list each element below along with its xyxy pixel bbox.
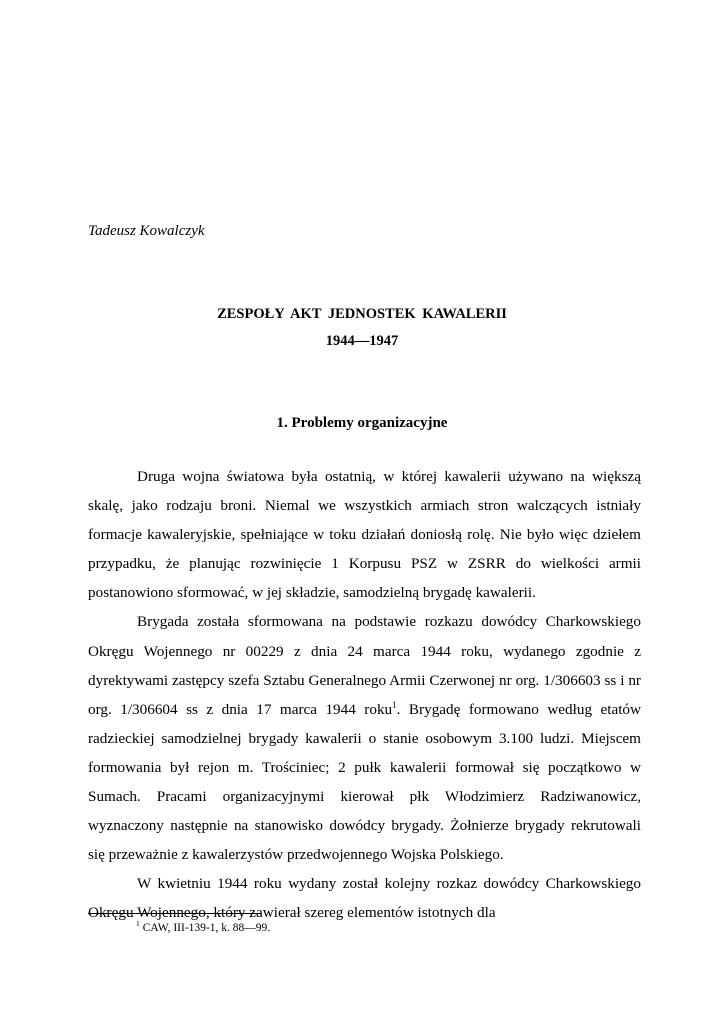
section-heading: 1. Problemy organizacyjne [276,415,448,431]
article-title-years: 1944—1947 [325,333,399,349]
paragraph-1: Druga wojna światowa była ostatnią, w której kawalerii używano na większą skalę, jako rodzaju broni. Niemal we wszystkich armiach stron walczących istniały formacje kawaleryjskie, spełniające w toku działań doniosłą rolę. Nie było więc dziełem przypadku, że planując rozwinięcie 1 Korpusu PSZ w ZSRR do wielkości armii postanowiono sformować, w jej składzie, samodzielną brygadę kawalerii. [88,468,641,602]
paragraph-3: W kwietniu 1944 roku wydany został kolejny rozkaz dowódcy Charkowskiego Okręgu Wojennego, który zawierał szereg elementów istotnych dla [88,875,641,922]
paragraph-2-text-b: . Brygadę formowano według etatów radzieckiej samodzielnej brygady kawalerii o stanie osobowym 3.100 ludzi. Miejscem formowania był rejon m. Trościniec; 2 pułk kawalerii formował się początkowo w Sumach. Pracami organizacyjnymi kierował płk Włodzimierz Radziwanowicz, wyznaczony następnie na stanowisko dowódcy brygady. Żołnierze brygady rekrutowali się przeważnie z kawalerzystów przedwojennego Wojska Polskiego. [88,700,641,864]
footnote-mark: 1 [136,919,140,929]
footnote-reference[interactable]: 1 [392,699,397,710]
body-text [88,462,641,928]
footnote [136,920,270,936]
paragraph-2 [88,607,641,869]
footnote-text: CAW, III-139-1, k. 88—99. [142,922,271,934]
footnote-divider [88,913,262,914]
article-title: ZESPOŁY AKT JEDNOSTEK KAWALERII [217,306,507,322]
author-name: Tadeusz Kowalczyk [88,223,205,239]
paragraph-2-text-a: Brygada została sformowana na podstawie rozkazu dowódcy Charkowskiego Okręgu Wojennego nr 00229 z dnia 24 marca 1944 roku, wydanego zgodnie z dyrektywami zastępcy szefa Sztabu Generalnego Armii Czerwonej nr org. 1/306603 ss i nr org. 1/306604 ss z dnia 17 marca 1944 roku [88,613,641,718]
